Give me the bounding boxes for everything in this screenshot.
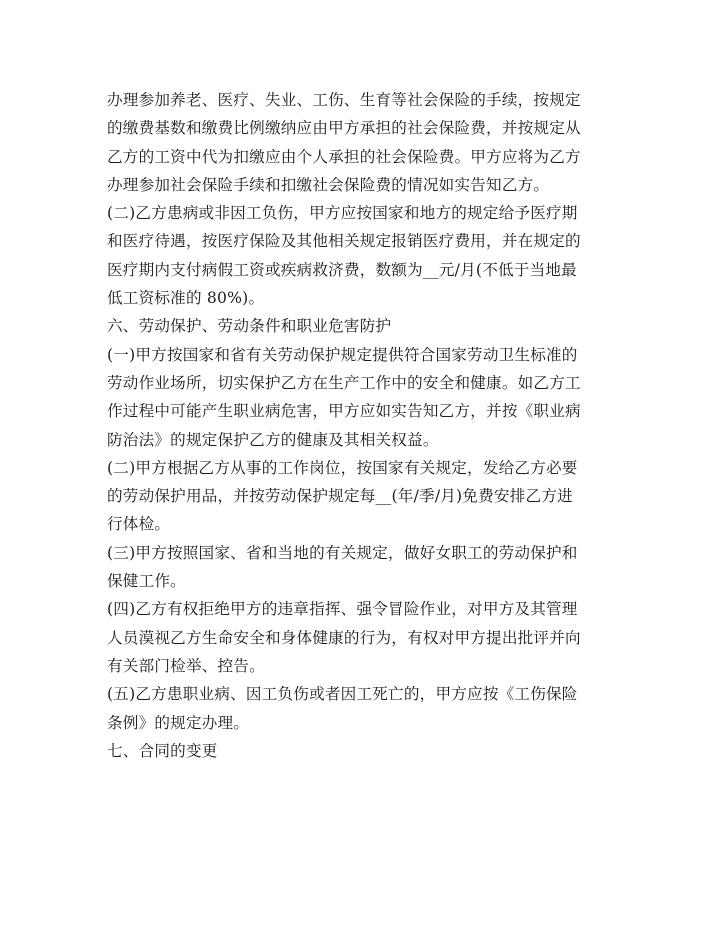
text-line: 低工资标准的 80%)。 — [107, 289, 265, 308]
text-line: 的劳动保护用品，并按劳动保护规定每__(年/季/月)免费安排乙方进 — [107, 487, 573, 506]
text-line: (二)乙方患病或非因工负伤，甲方应按国家和地方的规定给予医疗期 — [107, 204, 578, 223]
text-line: 和医疗待遇，按医疗保险及其他相关规定报销医疗费用，并在规定的 — [107, 232, 581, 251]
text-line: 办理参加社会保险手续和扣缴社会保险费的情况如实告知乙方。 — [107, 175, 550, 194]
text-line: (三)甲方按照国家、省和当地的有关规定，做好女职工的劳动保护和 — [107, 543, 578, 562]
text-line: 有关部门检举、控告。 — [107, 656, 265, 675]
text-line: (五)乙方患职业病、因工负伤或者因工死亡的，甲方应按《工伤保险 — [107, 685, 578, 704]
text-line: (一)甲方按国家和省有关劳动保护规定提供符合国家劳动卫生标准的 — [107, 345, 578, 364]
text-line: 劳动作业场所，切实保护乙方在生产工作中的安全和健康。如乙方工 — [107, 373, 581, 392]
text-line: 防治法》的规定保护乙方的健康及其相关权益。 — [107, 430, 439, 449]
text-line: 行体检。 — [107, 515, 171, 534]
text-line: 乙方的工资中代为扣缴应由个人承担的社会保险费。甲方应将为乙方 — [107, 147, 581, 166]
section-heading: 六、劳动保护、劳动条件和职业危害防护 — [107, 317, 392, 336]
section-heading: 七、合同的变更 — [107, 741, 218, 760]
text-line: (四)乙方有权拒绝甲方的违章指挥、强令冒险作业，对甲方及其管理 — [107, 600, 578, 619]
text-line: 作过程中可能产生职业病危害，甲方应如实告知乙方，并按《职业病 — [107, 402, 581, 421]
text-line: 条例》的规定办理。 — [107, 713, 250, 732]
text-line: 办理参加养老、医疗、失业、工伤、生育等社会保险的手续，按规定 — [107, 91, 581, 109]
text-line: 医疗期内支付病假工资或疾病救济费，数额为__元/月(不低于当地最 — [107, 260, 577, 279]
text-line: 人员漠视乙方生命安全和身体健康的行为，有权对甲方提出批评并向 — [107, 628, 581, 647]
text-line: (二)甲方根据乙方从事的工作岗位，按国家有关规定，发给乙方必要 — [107, 458, 578, 477]
text-line: 保健工作。 — [107, 572, 186, 591]
document-body — [107, 86, 617, 765]
text-line: 的缴费基数和缴费比例缴纳应由甲方承担的社会保险费，并按规定从 — [107, 119, 581, 138]
